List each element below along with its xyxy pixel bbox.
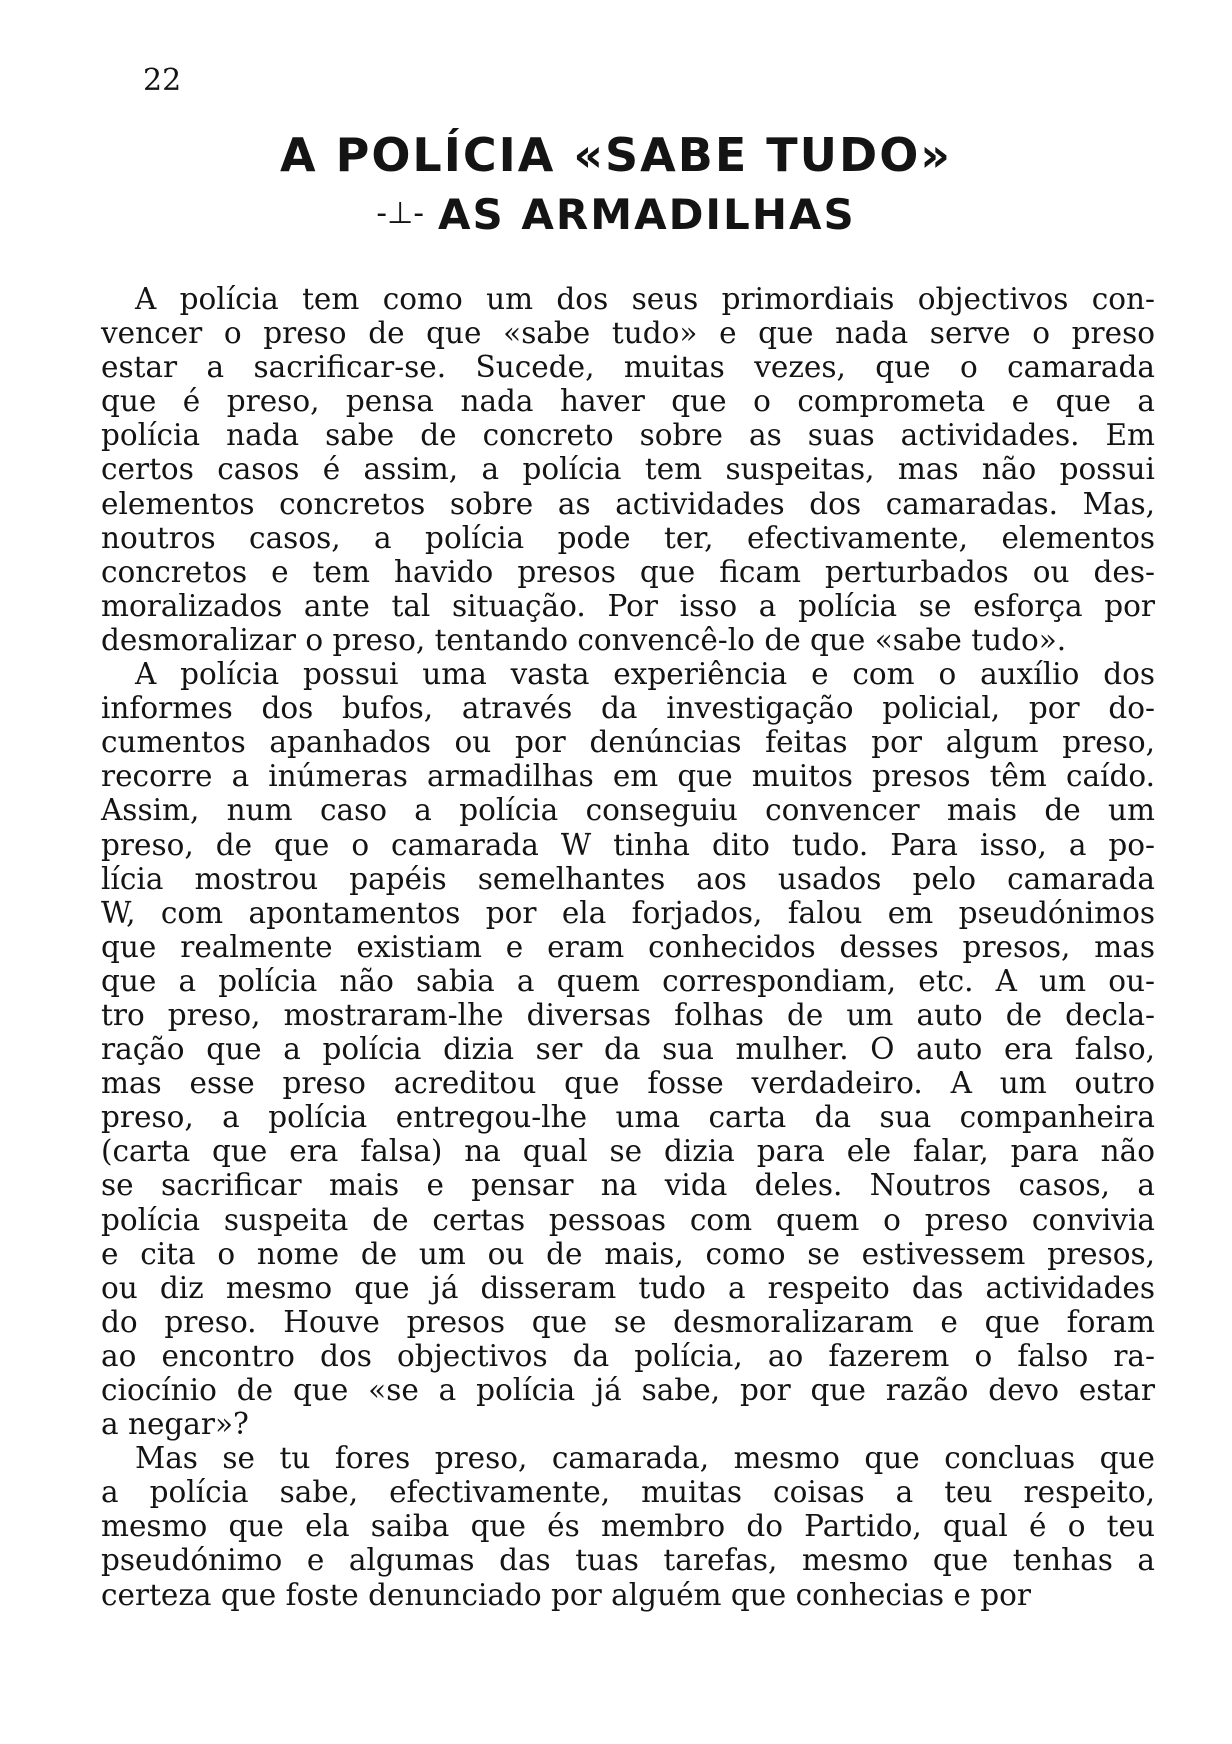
- text-line: vencer o preso de que «sabe tudo» e que nada serve o preso: [101, 316, 1155, 351]
- text-line: mas esse preso acreditou que fosse verdadeiro. A um outro: [101, 1066, 1155, 1101]
- text-line: se sacrificar mais e pensar na vida deles. Noutros casos, a: [101, 1168, 1155, 1203]
- text-line: que realmente existiam e eram conhecidos desses presos, mas: [101, 929, 1155, 964]
- text-line: Assim, num caso a polícia conseguiu convencer mais de um: [101, 793, 1155, 828]
- paragraph: [101, 1441, 1155, 1611]
- body-text: [101, 282, 1155, 1612]
- text-line: a negar»?: [101, 1407, 249, 1442]
- text-line: ração que a polícia dizia ser da sua mulher. O auto era falso,: [101, 1032, 1155, 1067]
- text-line: ciocínio de que «se a polícia já sabe, por que razão devo estar: [101, 1373, 1155, 1407]
- title-ornament: -⊥-: [376, 196, 425, 231]
- text-line: recorre a inúmeras armadilhas em que muitos presos têm caído.: [101, 759, 1155, 794]
- text-line: A polícia tem como um dos seus primordiais objectivos con-: [135, 282, 1155, 316]
- text-line: certos casos é assim, a polícia tem suspeitas, mas não possui: [101, 452, 1155, 487]
- text-line: (carta que era falsa) na qual se dizia para ele falar, para não: [101, 1134, 1155, 1169]
- text-line: ao encontro dos objectivos da polícia, ao fazerem o falso ra-: [101, 1338, 1155, 1373]
- text-line: estar a sacrificar-se. Sucede, muitas vezes, que o camarada: [101, 350, 1155, 385]
- text-line: mesmo que ela saiba que és membro do Partido, qual é o teu: [101, 1509, 1155, 1544]
- text-line: Mas se tu fores preso, camarada, mesmo que concluas que: [135, 1441, 1155, 1476]
- text-line: ou diz mesmo que já disseram tudo a respeito das actividades: [101, 1270, 1155, 1305]
- text-line: tro preso, mostraram-lhe diversas folhas de um auto de decla-: [101, 997, 1155, 1032]
- title-line-2: AS ARMADILHAS: [438, 190, 856, 239]
- text-line: noutros casos, a polícia pode ter, efectivamente, elementos: [101, 520, 1155, 555]
- text-line: polícia nada sabe de concreto sobre as suas actividades. Em: [101, 418, 1155, 453]
- text-line: do preso. Houve presos que se desmoralizaram e que foram: [101, 1304, 1155, 1339]
- text-line: lícia mostrou papéis semelhantes aos usados pelo camarada: [101, 861, 1155, 896]
- text-line: preso, de que o camarada W tinha dito tudo. Para isso, a po-: [101, 827, 1155, 862]
- text-line: moralizados ante tal situação. Por isso a polícia se esforça por: [101, 588, 1155, 623]
- title-line-1: A POLÍCIA «SABE TUDO»: [279, 128, 953, 182]
- title-line-2-container: [0, 188, 1232, 241]
- text-line: a polícia sabe, efectivamente, muitas coisas a teu respeito,: [101, 1475, 1155, 1510]
- text-line: polícia suspeita de certas pessoas com quem o preso convivia: [101, 1202, 1155, 1237]
- paragraph: [101, 282, 1155, 657]
- page-number: 22: [143, 63, 182, 98]
- text-line: W, com apontamentos por ela forjados, falou em pseudónimos: [101, 895, 1155, 930]
- text-line: certeza que foste denunciado por alguém que conhecias e por: [101, 1577, 1031, 1612]
- text-line: cumentos apanhados ou por denúncias feitas por algum preso,: [101, 725, 1155, 760]
- text-line: que é preso, pensa nada haver que o comprometa e que a: [101, 384, 1155, 419]
- text-line: desmoralizar o preso, tentando convencê-lo de que «sabe tudo».: [101, 622, 1067, 657]
- text-line: pseudónimo e algumas das tuas tarefas, mesmo que tenhas a: [101, 1543, 1155, 1578]
- text-line: elementos concretos sobre as actividades dos camaradas. Mas,: [101, 486, 1155, 521]
- text-line: concretos e tem havido presos que ficam perturbados ou des-: [101, 554, 1155, 589]
- text-line: preso, a polícia entregou-lhe uma carta da sua companheira: [101, 1100, 1155, 1135]
- text-line: e cita o nome de um ou de mais, como se estivessem presos,: [101, 1236, 1155, 1271]
- text-line: que a polícia não sabia a quem correspondiam, etc. A um ou-: [101, 963, 1155, 998]
- text-line: A polícia possui uma vasta experiência e com o auxílio dos: [135, 657, 1155, 692]
- text-line: informes dos bufos, através da investigação policial, por do-: [101, 691, 1155, 726]
- paragraph: [101, 657, 1155, 1441]
